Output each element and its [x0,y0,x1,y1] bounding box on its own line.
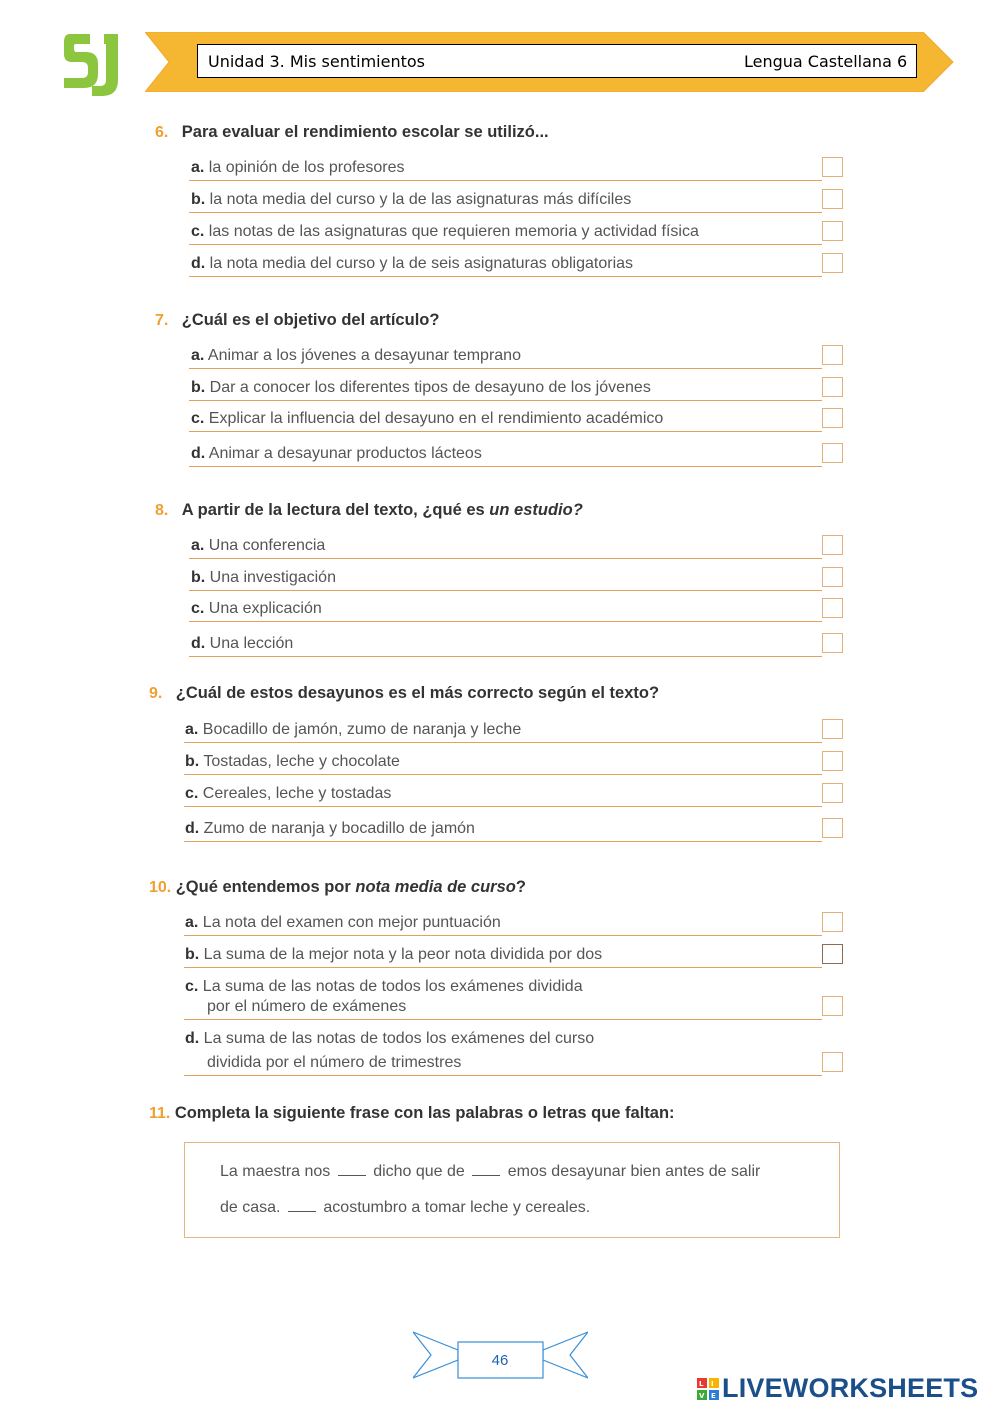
question-title: ¿Cuál es el objetivo del artículo? [181,311,440,329]
option-10c-line2: por el número de exámenes [207,998,407,1015]
checkbox-8a[interactable] [822,535,843,555]
question-number: 8. [155,502,169,519]
checkbox-7b[interactable] [822,377,843,397]
answer-line [184,774,822,775]
checkbox-9a[interactable] [822,719,843,739]
answer-line [189,180,822,181]
option-7c: c. Explicar la influencia del desayuno en el rendimiento académico [191,410,664,427]
answer-line [184,1075,822,1076]
option-7a: a. Animar a los jóvenes a desayunar temprano [191,347,521,364]
answer-line [189,368,822,369]
option-10a: a. La nota del examen con mejor puntuación [185,914,501,931]
option-8b: b. Una investigación [191,569,336,586]
checkbox-10a[interactable] [822,912,843,932]
sentence-line-1: La maestra nos dicho que de emos desayunar bien antes de salir [220,1163,761,1180]
answer-line [189,558,822,559]
checkbox-7c[interactable] [822,408,843,428]
checkbox-8d[interactable] [822,633,843,653]
blank-input[interactable] [472,1175,500,1176]
sentence-box [184,1142,840,1238]
svg-text:E: E [711,1392,716,1400]
option-8d: d. Una lección [191,635,294,652]
liveworksheets-logo-icon [697,1378,719,1400]
svg-text:I: I [711,1380,714,1388]
option-9c: c. Cereales, leche y tostadas [185,785,392,802]
checkbox-7d[interactable] [822,443,843,463]
option-7d: d. Animar a desayunar productos lácteos [191,445,482,462]
svg-text:L: L [699,1380,704,1388]
checkbox-9b[interactable] [822,751,843,771]
answer-line [189,431,822,432]
answer-line [189,590,822,591]
answer-line [189,466,822,467]
option-10c: c. La suma de las notas de todos los exámenes dividida [185,978,583,995]
answer-line [184,1019,822,1020]
liveworksheets-brand: LIVEWORKSHEETS [722,1373,979,1403]
question-number: 10. [149,879,172,896]
checkbox-6c[interactable] [822,221,843,241]
checkbox-9d[interactable] [822,818,843,838]
checkbox-9c[interactable] [822,783,843,803]
option-9d: d. Zumo de naranja y bocadillo de jamón [185,820,475,837]
answer-line [189,276,822,277]
blank-input[interactable] [288,1211,316,1212]
option-8c: c. Una explicación [191,600,322,617]
answer-line [184,742,822,743]
answer-line [189,400,822,401]
checkbox-8c[interactable] [822,598,843,618]
checkbox-6b[interactable] [822,189,843,209]
question-title: Para evaluar el rendimiento escolar se utilizó... [181,123,549,141]
option-6d: d. la nota media del curso y la de seis asignaturas obligatorias [191,255,634,272]
option-7b: b. Dar a conocer los diferentes tipos de desayuno de los jóvenes [191,379,651,396]
option-10d-line2: dividida por el número de trimestres [207,1054,462,1071]
answer-line [189,621,822,622]
answer-line [184,841,822,842]
question-number: 6. [155,124,169,141]
question-number: 9. [149,685,163,702]
option-10d: d. La suma de las notas de todos los exámenes del curso [185,1030,595,1047]
question-10-heading [149,878,526,897]
checkbox-10b[interactable] [822,944,843,964]
question-title: ¿Cuál de estos desayunos es el más correcto según el texto? [175,684,660,702]
option-9a: a. Bocadillo de jamón, zumo de naranja y leche [185,721,522,738]
option-6b: b. la nota media del curso y la de las asignaturas más difíciles [191,191,632,208]
answer-line [184,935,822,936]
checkbox-10d[interactable] [822,1052,843,1072]
question-title: A partir de la lectura del texto, ¿qué es un estudio? [181,501,583,519]
checkbox-6d[interactable] [822,253,843,273]
svg-text:V: V [699,1392,705,1400]
checkbox-6a[interactable] [822,157,843,177]
question-title: ¿Qué entendemos por nota media de curso? [175,878,526,896]
school-logo [62,28,128,98]
question-8-heading [155,501,583,520]
question-number: 11. [149,1105,171,1122]
page-number: 46 [491,1352,509,1369]
answer-line [189,244,822,245]
checkbox-8b[interactable] [822,567,843,587]
checkbox-10c[interactable] [822,996,843,1016]
checkbox-7a[interactable] [822,345,843,365]
question-title: Completa la siguiente frase con las palabras o letras que faltan: [174,1104,675,1122]
answer-line [184,806,822,807]
sentence-line-2: de casa. acostumbro a tomar leche y cereales. [220,1199,591,1216]
unit-title: Unidad 3. Mis sentimientos [208,52,425,71]
option-10b: b. La suma de la mejor nota y la peor nota dividida por dos [185,946,603,963]
blank-input[interactable] [338,1175,366,1176]
answer-line [184,967,822,968]
option-9b: b. Tostadas, leche y chocolate [185,753,400,770]
question-9-heading [149,684,659,703]
answer-line [189,212,822,213]
question-6-heading [155,123,549,142]
question-number: 7. [155,312,169,329]
answer-line [189,656,822,657]
question-11-heading [149,1104,675,1123]
option-6a: a. la opinión de los profesores [191,159,405,176]
option-6c: c. las notas de las asignaturas que requieren memoria y actividad física [191,223,699,240]
option-8a: a. Una conferencia [191,537,326,554]
question-7-heading [155,311,439,330]
subject-title: Lengua Castellana 6 [744,52,908,71]
